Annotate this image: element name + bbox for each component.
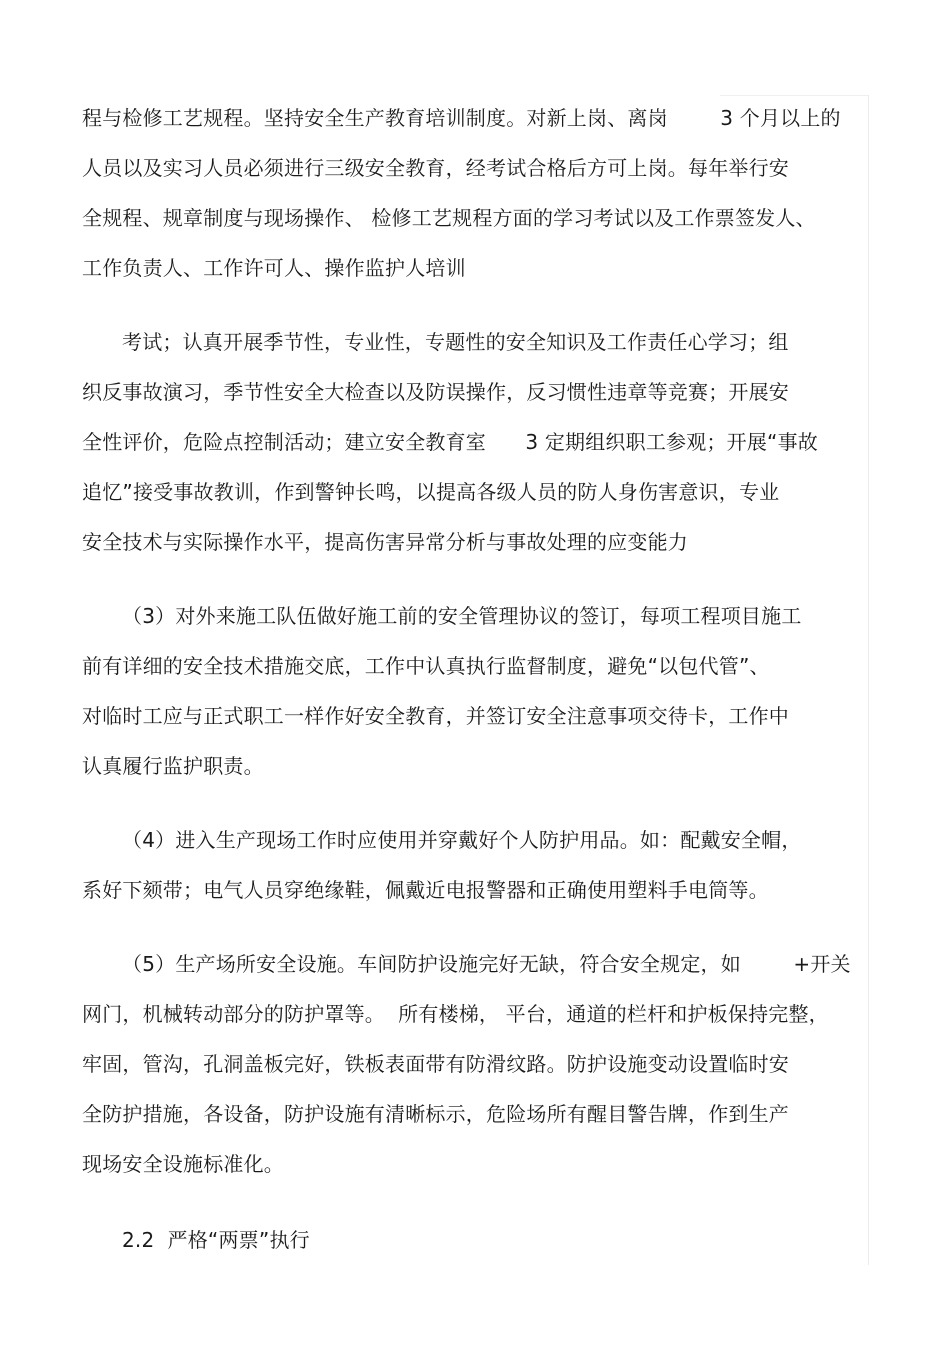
paragraph-1-line-4: 工作负责人、工作许可人、操作监护人培训 [82, 256, 466, 280]
page-edge-top [720, 95, 868, 96]
paragraph-2-line-2: 织反事故演习，季节性安全大检查以及防误操作，反习惯性违章等竞赛；开展安 [82, 380, 789, 404]
paragraph-4-line-2: 系好下颏带；电气人员穿绝缘鞋，佩戴近电报警器和正确使用塑料手电筒等。 [82, 878, 769, 902]
paragraph-5-line-4: 全防护措施，各设备，防护设施有清晰标示，危险场所有醒目警告牌，作到生产 [82, 1102, 789, 1126]
paragraph-2-line-1: 考试；认真开展季节性，专业性，专题性的安全知识及工作责任心学习；组 [122, 330, 789, 354]
paragraph-2-line-5: 安全技术与实际操作水平，提高伤害异常分析与事故处理的应变能力 [82, 530, 688, 554]
paragraph-2-line-4: 追忆”接受事故教训，作到警钟长鸣，以提高各级人员的防人身伤害意识，专业 [82, 480, 780, 504]
paragraph-1-line-2: 人员以及实习人员必须进行三级安全教育，经考试合格后方可上岗。每年举行安 [82, 156, 789, 180]
paragraph-2-line-3: 全性评价，危险点控制活动；建立安全教育室 3 定期组织职工参观；开展“事故 [82, 430, 818, 454]
paragraph-5-line-1: （5）生产场所安全设施。车间防护设施完好无缺，符合安全规定，如 +开关 [122, 952, 851, 976]
paragraph-5-line-3: 牢固，管沟，孔洞盖板完好，铁板表面带有防滑纹路。防护设施变动设置临时安 [82, 1052, 789, 1076]
section-heading: 2.2 严格“两票”执行 [122, 1228, 310, 1252]
paragraph-3-line-4: 认真履行监护职责。 [82, 754, 264, 778]
paragraph-5-line-2: 网门，机械转动部分的防护罩等。 所有楼梯， 平台，通道的栏杆和护板保持完整， [82, 1002, 829, 1026]
paragraph-1-line-1: 程与检修工艺规程。坚持安全生产教育培训制度。对新上岗、离岗 3 个月以上的 [82, 106, 841, 130]
paragraph-1-line-3: 全规程、规章制度与现场操作、 检修工艺规程方面的学习考试以及工作票签发人、 [82, 206, 816, 230]
paragraph-4-line-1: （4）进入生产现场工作时应使用并穿戴好个人防护用品。如：配戴安全帽， [122, 828, 802, 852]
paragraph-5-line-5: 现场安全设施标准化。 [82, 1152, 284, 1176]
paragraph-3-line-2: 前有详细的安全技术措施交底，工作中认真执行监督制度，避免“以包代管”、 [82, 654, 770, 678]
page-edge-right [868, 95, 869, 1265]
paragraph-3-line-3: 对临时工应与正式职工一样作好安全教育，并签订安全注意事项交待卡，工作中 [82, 704, 789, 728]
paragraph-3-line-1: （3）对外来施工队伍做好施工前的安全管理协议的签订，每项工程项目施工 [122, 604, 802, 628]
